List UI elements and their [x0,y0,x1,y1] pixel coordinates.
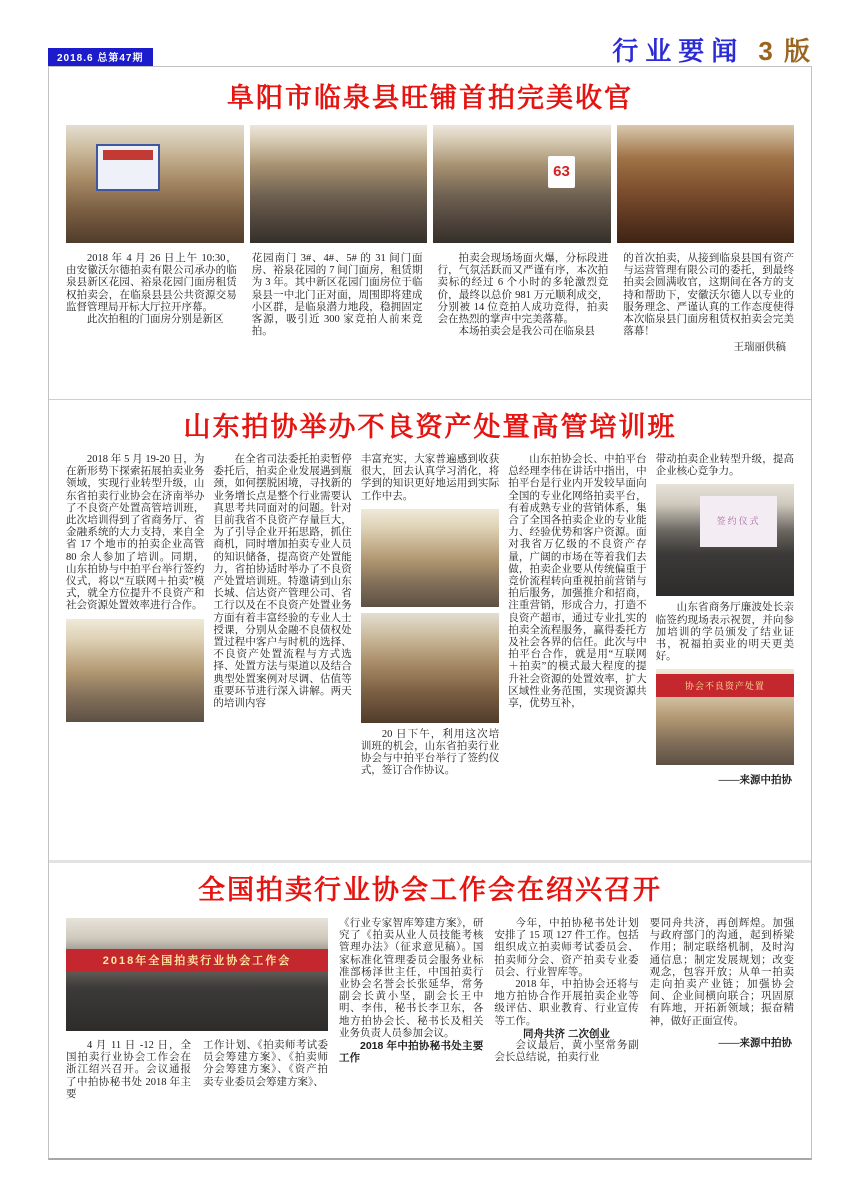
photo-bidder-crowd [250,125,428,243]
subhead: 2018 年中拍协秘书处主要工作 [339,1040,484,1065]
article1-headline: 阜阳市临泉县旺铺首拍完美收官 [227,83,633,113]
article2-col5 [656,454,794,846]
article2-headline: 山东拍协举办不良资产处置高管培训班 [183,412,677,442]
projection-screen [96,144,160,191]
article1-body [66,253,794,385]
paragraph: 4 月 11 日 -12 日，全国拍卖行业协会工作会在浙江绍兴召开。会议通报了中拍协秘书处 2018 年主要 [66,1040,191,1100]
paragraph: 带动拍卖企业转型升级，提高企业核心竞争力。 [655,454,795,478]
masthead [48,36,812,66]
page-frame [48,66,812,1160]
article3-col5 [650,918,794,1101]
paragraph: 2018 年，中拍协会还将与地方拍协合作开展拍卖企业等级评估、职业教育、行业宣传等工作。 [494,979,639,1027]
page-number: 3 版 [758,36,812,66]
article1-col2 [252,253,423,385]
article1-photo-row [66,125,794,243]
article3-body [66,918,794,1101]
paragraph: 2018 年 4 月 26 日上午 10:30，由安徽沃尔德拍卖有限公司承办的临泉县新区花园、裕泉花园门面房租赁权拍卖会，在临泉县县公共资源交易监督管理局开标大厅拉开序幕。 [66,253,237,313]
article2-col1 [66,454,204,846]
paragraph: 丰富充实，大家普遍感到收获很大，回去认真学习消化，将学到的知识更好地运用到实际工作中去。 [360,454,500,502]
article1-col4 [623,253,794,385]
paragraph: 在全省司法委托拍卖暂停委托后，拍卖企业发展遇到瓶颈，如何摆脱困境，寻找新的业务增长点是整个行业需要认真思考共同面对的问题。针对目前我省不良资产存量巨大，为了引导企业开拓思路，抓住商机，同时增加拍卖专业人员的知识储备，提高资产处置能力，省拍协适时举办了不良资产处置培训班。特邀请到山东长城、信达资产管理公司、省工行以及在不良资产处置业务方面有着丰富经验的专业人士授课，分别从金融不良债权处置过程中客户与时机的选择、不良资产处置流程与方式选择、处置方法与渠道以及结合典型处置案例对尽调、估值等重要环节进行深入讲解。两天的培训内容 [213,454,352,710]
paragraph: 2018 年 5 月 19-20 日，为在新形势下探索拓展拍卖业务领域，实现行业转型升级，山东省拍卖行业协会在济南举办了不良资产处置高管培训班，此次培训得到了省商务厅、省金融系统的大力支持，来自全省 17 个地市的拍卖企业高管 80 余人参加了培训。同期，山东拍协与中拍平台举行签约仪式，将以“互联网＋拍卖”模式，就全方位提升不良资产和社会资源处置效率进行合作。 [66,454,205,612]
source-credit: ——来源中拍协 [718,1037,792,1049]
photo-auctioneer-podium [617,125,795,243]
source-credit: ——来源中拍协 [718,775,793,787]
article1-col3 [438,253,609,385]
paragraph: 要同舟共济，再创辉煌。加强与政府部门的沟通，起到桥梁作用；制定联络机制，及时沟通信息；制定发展规划；改变观念，包容开放；从单一拍卖走向拍卖产业链；加强协会间、企业间横向联合；巩固原有阵地，开拓新领域；振奋精神，做好正面宣传。 [649,918,794,1027]
paragraph: 工作计划、《拍卖师考试委员会筹建方案》、《拍卖师分会筹建方案》、《资产拍卖专业委员会筹建方案》、 [203,1040,328,1088]
paragraph: 《行业专家智库筹建方案》，研究了《拍卖从业人员技能考核管理办法》（征求意见稿）。国家标准化管理委员会服务业标准部杨泽世主任，中国拍卖行业协会名誉会长张延华，常务副会长黄小坚，副会长王中明、李伟，秘书长李卫东，各地方拍协会长、秘书长及相关业务负责人员参加会议。 [339,918,484,1039]
paragraph: 拍卖会现场场面火爆，分标段进行，气氛活跃而又严谨有序，本次拍卖标的经过 6 个小时的多轮激烈竞价，最终以总价 981 万元顺利成交，分别被 14 位竞拍人成功竞得，拍卖会在热烈的掌声中完美落幕。 [437,253,609,326]
article3-col2 [203,1040,328,1101]
article1-col1 [66,253,237,385]
paragraph: 会议最后，黄小坚常务副会长总结说，拍卖行业 [494,1040,639,1064]
photo-trainees-tables [361,509,499,607]
article3-left-columns [66,1040,328,1101]
section-title: 行业要闻 [612,36,745,66]
article3-col1 [66,1040,191,1101]
paragraph: 20 日下午，利用这次培训班的机会，山东省拍卖行业协会与中拍平台举行了签约仪式，签订合作协议。 [360,728,500,777]
photo-signing-ceremony [656,484,794,596]
section-divider [49,399,811,400]
byline: 王瑞丽供稿 [733,342,786,354]
article3-headline: 全国拍卖行业协会工作会在绍兴召开 [198,875,662,905]
article2-col4 [508,454,646,846]
article2-col3 [361,454,499,846]
masthead-right [612,38,812,64]
photo-training-room-wide [66,619,204,722]
photo-work-conference [66,918,328,1031]
paragraph: 山东拍协会长、中拍平台总经理李伟在讲话中指出，中拍平台是行业内开发较早面向全国的专业化网络拍卖平台，有着成熟专业的营销体系，集合了全国各拍卖企业的专业能力、经验优势和客户资源。面对我省万亿级的不良资产存量，广阔的市场在等着我们去做，拍卖企业要从传统偏重于竞价流程转向重视拍前营销与拍后服务，加强推介和招商，注重营销，形成合力，打造不良资产超市，通过专业扎实的拍卖全流程服务，赢得委托方及社会各界的信任。此次与中拍平台合作，就是用“互联网＋拍卖”的模式最大程度的提升社会资源的处置效率，扩大区域性业务范围，实现资源共享，优势互补， [508,454,647,710]
subhead: 同舟共济 二次创业 [523,1027,610,1040]
conference-banner-text: 2018年全国拍卖行业协会工作会 [66,949,328,973]
paragraph: 本场拍卖会是我公司在临泉县 [458,326,595,338]
article3-left-block [66,918,328,1101]
bid-paddle-number: 63 [548,156,575,188]
article3-col3 [339,918,483,1101]
section-divider-thick [49,860,811,863]
paragraph: 此次拍租的门面房分别是新区 [87,314,224,326]
photo-bidders-with-paddle [433,125,611,243]
paragraph: 今年，中拍协秘书处计划安排了 15 项 127 件工作。包括组织成立拍卖师考试委员会、拍卖师分会、资产拍卖专业委员会、行业智库等。 [494,918,639,978]
edition-badge: 2018.6 总第47期 [48,48,153,66]
red-banner-text: 协会不良资产处置 [656,674,794,697]
photo-certificate-group [656,669,794,765]
article3-col4 [494,918,638,1101]
paragraph: 山东省商务厅廉波处长亲临签约现场表示祝贺，并向参加培训的学员颁发了结业证书，祝福拍卖业的明天更美好。 [655,602,795,663]
paragraph: 花园南门 3#、4#、5# 的 31 间门面房、裕泉花园的 7 间门面房，租赁期为 3 年。其中新区花园门面房位于临泉县一中北门正对面，周围即将建成小区群，是临泉潜力地段，稳拥固定客源，吸引近 300 家竞拍人前来竞拍。 [251,253,423,338]
photo-auction-opening-room [66,125,244,243]
article2-col2 [213,454,351,846]
article2-body [66,454,794,846]
signing-screen-label: 签约仪式 [700,496,778,548]
photo-speakers-closeup [361,613,499,723]
paragraph: 的首次拍卖，从接到临泉县国有资产与运营管理有限公司的委托，到最终拍卖会圆满收官，这期间在各方的支持和帮助下，安徽沃尔德人以专业的服务理念、严谨认真的工作态度使得本次临泉县门面房租赁权拍卖会完美落幕！ [623,253,794,338]
